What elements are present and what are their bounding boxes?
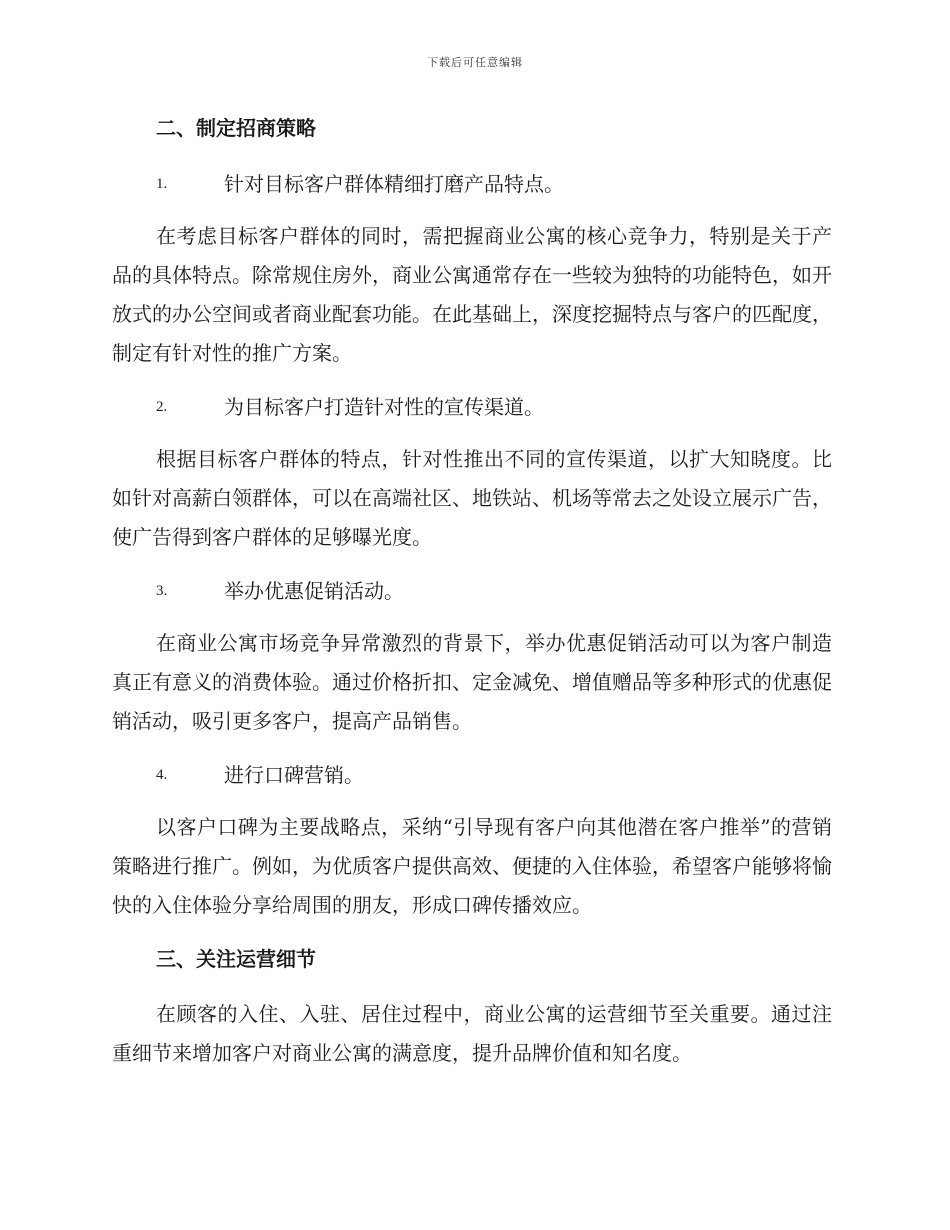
list-number: 1.	[156, 176, 168, 192]
paragraph: 以客户口碑为主要战略点，采纳“引导现有客户向其他潜在客户推举”的营销策略进行推广。例如，为优质客户提供高效、便捷的入住体验，希望客户能够将愉快的入住体验分享给周围的朋友，形成口碑传播效应。	[112, 815, 832, 917]
paragraph: 根据目标客户群体的特点，针对性推出不同的宣传渠道，以扩大知晓度。比如针对高薪白领群体，可以在高端社区、地铁站、机场等常去之处设立展示广告，使广告得到客户群体的足够曝光度。	[112, 447, 832, 549]
section-heading: 二、制定招商策略	[156, 116, 316, 140]
paragraph: 在考虑目标客户群体的同时，需把握商业公寓的核心竞争力，特别是关于产品的具体特点。除常规住房外，商业公寓通常存在一些较为独特的功能特色，如开放式的办公空间或者商业配套功能。在此基础上，深度挖掘特点与客户的匹配度，制定有针对性的推广方案。	[112, 224, 832, 365]
list-item	[112, 387, 832, 427]
list-item	[112, 164, 832, 204]
list-item-text: 举办优惠促销活动。	[224, 579, 404, 603]
list-number: 4.	[156, 767, 168, 783]
section-heading: 三、关注运营细节	[156, 947, 316, 971]
list-number: 3.	[156, 583, 168, 599]
list-item	[112, 571, 832, 611]
list-item-text: 针对目标客户群体精细打磨产品特点。	[224, 172, 564, 196]
header-note: 下载后可任意编辑	[427, 56, 523, 69]
list-item-text: 进行口碑营销。	[224, 763, 364, 787]
list-number: 2.	[156, 399, 168, 415]
list-item-text: 为目标客户打造针对性的宣传渠道。	[224, 395, 544, 419]
list-item	[112, 755, 832, 795]
paragraph: 在商业公寓市场竞争异常激烈的背景下，举办优惠促销活动可以为客户制造真正有意义的消费体验。通过价格折扣、定金减免、增值赠品等多种形式的优惠促销活动，吸引更多客户，提高产品销售。	[112, 631, 832, 733]
paragraph: 在顾客的入住、入驻、居住过程中，商业公寓的运营细节至关重要。通过注重细节来增加客户对商业公寓的满意度，提升品牌价值和知名度。	[112, 1002, 832, 1065]
document-body	[112, 108, 832, 1087]
